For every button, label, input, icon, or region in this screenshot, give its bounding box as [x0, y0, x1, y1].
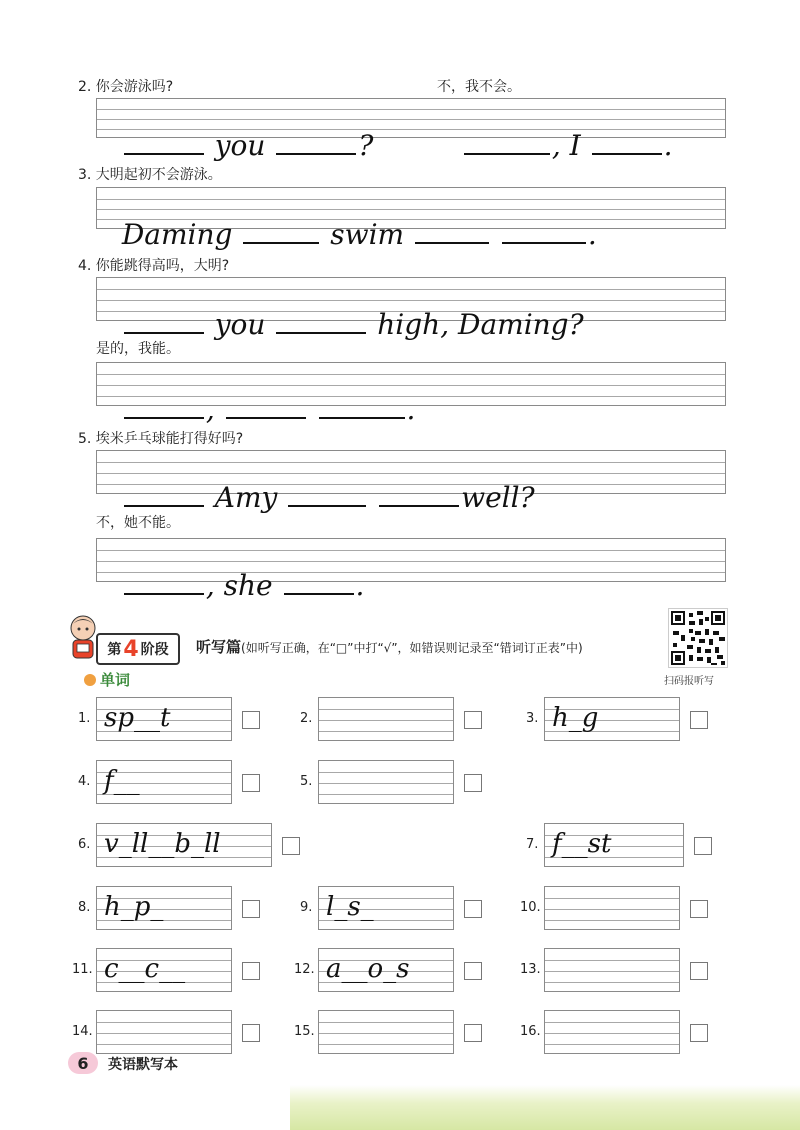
word-number: 10.	[520, 900, 541, 915]
question-5-prompt: 5. 埃米乒乓球能打得好吗?	[78, 431, 244, 447]
word-handwriting: sp__t	[104, 703, 171, 733]
word-handwriting: v_ll__b_ll	[104, 829, 221, 859]
word-number: 4.	[78, 774, 91, 789]
word-number: 2.	[300, 711, 313, 726]
check-box[interactable]	[464, 900, 482, 918]
bullet-dot-icon	[84, 674, 96, 686]
qr-code-icon[interactable]	[668, 608, 728, 668]
grass-decoration	[290, 1085, 800, 1130]
word-number: 14.	[72, 1024, 93, 1039]
word-number: 7.	[526, 837, 539, 852]
qr-label: 扫码报听写	[664, 676, 714, 687]
word-number: 12.	[294, 962, 315, 977]
question-2-answer-prompt: 不，我不会。	[437, 79, 521, 95]
question-4-prompt: 4. 你能跳得高吗，大明?	[78, 258, 230, 274]
stage-badge: 第 4 阶段	[96, 633, 180, 665]
word-number: 9.	[300, 900, 313, 915]
word-handwriting: f__	[104, 766, 140, 796]
word-writing-lines[interactable]	[544, 948, 680, 992]
word-number: 3.	[526, 711, 539, 726]
word-number: 11.	[72, 962, 93, 977]
check-box[interactable]	[690, 962, 708, 980]
word-writing-lines[interactable]	[96, 1010, 232, 1054]
check-box[interactable]	[242, 900, 260, 918]
book-title: 英语默写本	[108, 1057, 178, 1073]
handwriting-q3: Daming swim .	[121, 218, 597, 251]
word-number: 15.	[294, 1024, 315, 1039]
check-box[interactable]	[282, 837, 300, 855]
word-writing-lines[interactable]	[318, 760, 454, 804]
check-box[interactable]	[242, 711, 260, 729]
handwriting-q5-answer: , she .	[104, 544, 364, 600]
word-number: 1.	[78, 711, 91, 726]
question-2-prompt: 2. 你会游泳吗?	[78, 79, 174, 95]
section-title: 听写篇(如听写正确，在“□”中打“√”，如错误则记录至“错词订正表”中)	[196, 638, 583, 656]
question-5-answer-prompt: 不，她不能。	[96, 515, 180, 531]
check-box[interactable]	[690, 711, 708, 729]
check-box[interactable]	[242, 1024, 260, 1042]
section-note: (如听写正确，在“□”中打“√”，如错误则记录至“错词订正表”中)	[241, 641, 583, 655]
handwriting-q2-answer: , I .	[444, 104, 673, 160]
handwriting-q4: you high, Daming?	[104, 283, 584, 339]
word-number: 8.	[78, 900, 91, 915]
page-number: 6	[68, 1052, 98, 1074]
word-writing-lines[interactable]	[544, 1010, 680, 1054]
word-number: 13.	[520, 962, 541, 977]
word-handwriting: f__st	[552, 829, 612, 859]
handwriting-q5: Amy well?	[104, 456, 535, 512]
word-writing-lines[interactable]	[544, 886, 680, 930]
word-handwriting: h_p_	[104, 892, 164, 922]
word-number: 5.	[300, 774, 313, 789]
word-handwriting: a__o_s	[326, 954, 410, 984]
check-box[interactable]	[464, 774, 482, 792]
check-box[interactable]	[464, 962, 482, 980]
child-mascot-icon	[66, 614, 100, 660]
handwriting-q4-answer: , .	[104, 368, 415, 424]
word-writing-lines[interactable]	[318, 697, 454, 741]
question-3-prompt: 3. 大明起初不会游泳。	[78, 167, 222, 183]
word-number: 6.	[78, 837, 91, 852]
check-box[interactable]	[690, 900, 708, 918]
word-handwriting: c__c__	[104, 954, 186, 984]
handwriting-q2: you ?	[104, 104, 373, 160]
word-handwriting: h_g	[552, 703, 599, 733]
check-box[interactable]	[464, 1024, 482, 1042]
check-box[interactable]	[242, 774, 260, 792]
check-box[interactable]	[694, 837, 712, 855]
check-box[interactable]	[690, 1024, 708, 1042]
check-box[interactable]	[464, 711, 482, 729]
word-handwriting: l_s_	[326, 892, 374, 922]
word-writing-lines[interactable]	[318, 1010, 454, 1054]
subheading-words: 单词	[84, 669, 130, 690]
word-number: 16.	[520, 1024, 541, 1039]
check-box[interactable]	[242, 962, 260, 980]
question-4-answer-prompt: 是的，我能。	[96, 341, 180, 357]
